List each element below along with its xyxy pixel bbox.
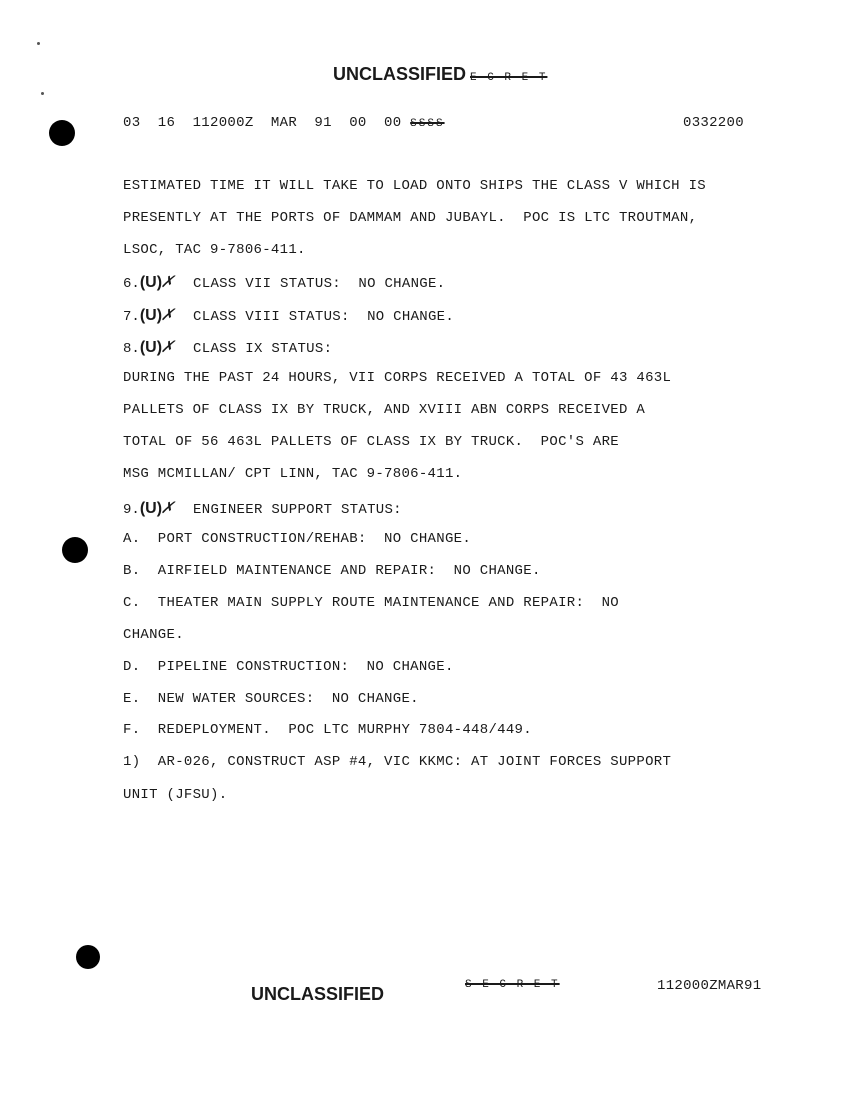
body-line: LSOC, TAC 9-7806-411. bbox=[123, 242, 306, 258]
body-line: ESTIMATED TIME IT WILL TAKE TO LOAD ONTO SHIPS THE CLASS V WHICH IS bbox=[123, 178, 706, 194]
body-line: PRESENTLY AT THE PORTS OF DAMMAM AND JUBAYL. POC IS LTC TROUTMAN, bbox=[123, 210, 698, 226]
portion-marking: (U) bbox=[139, 339, 163, 356]
check-mark-icon: ✗ bbox=[158, 500, 179, 517]
footer-struck-classification: S E C R E T bbox=[465, 979, 560, 991]
speck bbox=[37, 42, 40, 45]
body-line: PALLETS OF CLASS IX BY TRUCK, AND XVIII ABN CORPS RECEIVED A bbox=[123, 402, 646, 418]
header-classification bbox=[333, 64, 547, 85]
item-9 bbox=[123, 498, 402, 518]
classification-label: UNCLASSIFIED bbox=[333, 64, 467, 84]
dtg-line bbox=[123, 115, 445, 131]
item-number: 8. bbox=[123, 341, 140, 357]
footer-classification: UNCLASSIFIED bbox=[251, 984, 385, 1004]
portion-marking: (U) bbox=[139, 307, 163, 324]
struck-classification: E C R E T bbox=[470, 72, 548, 84]
item-7 bbox=[123, 305, 454, 325]
message-number: 0332200 bbox=[683, 115, 744, 131]
punch-hole-top bbox=[49, 120, 75, 146]
check-mark-icon: ✗ bbox=[158, 339, 179, 356]
subitem-line: 1) AR-026, CONSTRUCT ASP #4, VIC KKMC: AT JOINT FORCES SUPPORT bbox=[123, 754, 672, 770]
dtg-fields: 03 16 112000Z MAR 91 00 00 bbox=[123, 115, 402, 131]
speck bbox=[41, 92, 44, 95]
item-text: CLASS VIII STATUS: NO CHANGE. bbox=[193, 309, 455, 325]
item-text: CLASS IX STATUS: bbox=[193, 341, 333, 357]
portion-marking: (U) bbox=[139, 500, 163, 517]
body-line: DURING THE PAST 24 HOURS, VII CORPS RECEIVED A TOTAL OF 43 463L bbox=[123, 370, 672, 386]
check-mark-icon: ✗ bbox=[158, 274, 179, 291]
item-number: 9. bbox=[123, 502, 140, 518]
subitem-line: A. PORT CONSTRUCTION/REHAB: NO CHANGE. bbox=[123, 531, 472, 547]
body-line: MSG MCMILLAN/ CPT LINN, TAC 9-7806-411. bbox=[123, 466, 463, 482]
subitem-line: F. REDEPLOYMENT. POC LTC MURPHY 7804-448/449. bbox=[123, 722, 532, 738]
item-number: 6. bbox=[123, 276, 140, 292]
subitem-line: B. AIRFIELD MAINTENANCE AND REPAIR: NO CHANGE. bbox=[123, 563, 541, 579]
item-number: 7. bbox=[123, 309, 140, 325]
punch-hole-bottom bbox=[76, 945, 100, 969]
punch-hole-middle bbox=[62, 537, 88, 563]
subitem-line: CHANGE. bbox=[123, 627, 184, 643]
item-text: CLASS VII STATUS: NO CHANGE. bbox=[193, 276, 446, 292]
item-text: ENGINEER SUPPORT STATUS: bbox=[193, 502, 402, 518]
portion-marking: (U) bbox=[139, 274, 163, 291]
subitem-line: D. PIPELINE CONSTRUCTION: NO CHANGE. bbox=[123, 659, 454, 675]
subitem-line: C. THEATER MAIN SUPPLY ROUTE MAINTENANCE AND REPAIR: NO bbox=[123, 595, 619, 611]
footer-dtg: 112000ZMAR91 bbox=[657, 978, 762, 994]
subitem-line: UNIT (JFSU). bbox=[123, 787, 228, 803]
body-line: TOTAL OF 56 463L PALLETS OF CLASS IX BY TRUCK. POC'S ARE bbox=[123, 434, 619, 450]
subitem-line: E. NEW WATER SOURCES: NO CHANGE. bbox=[123, 691, 419, 707]
dtg-struck: SSSS bbox=[410, 118, 445, 130]
item-6 bbox=[123, 272, 445, 292]
item-8 bbox=[123, 337, 332, 357]
check-mark-icon: ✗ bbox=[158, 307, 179, 324]
